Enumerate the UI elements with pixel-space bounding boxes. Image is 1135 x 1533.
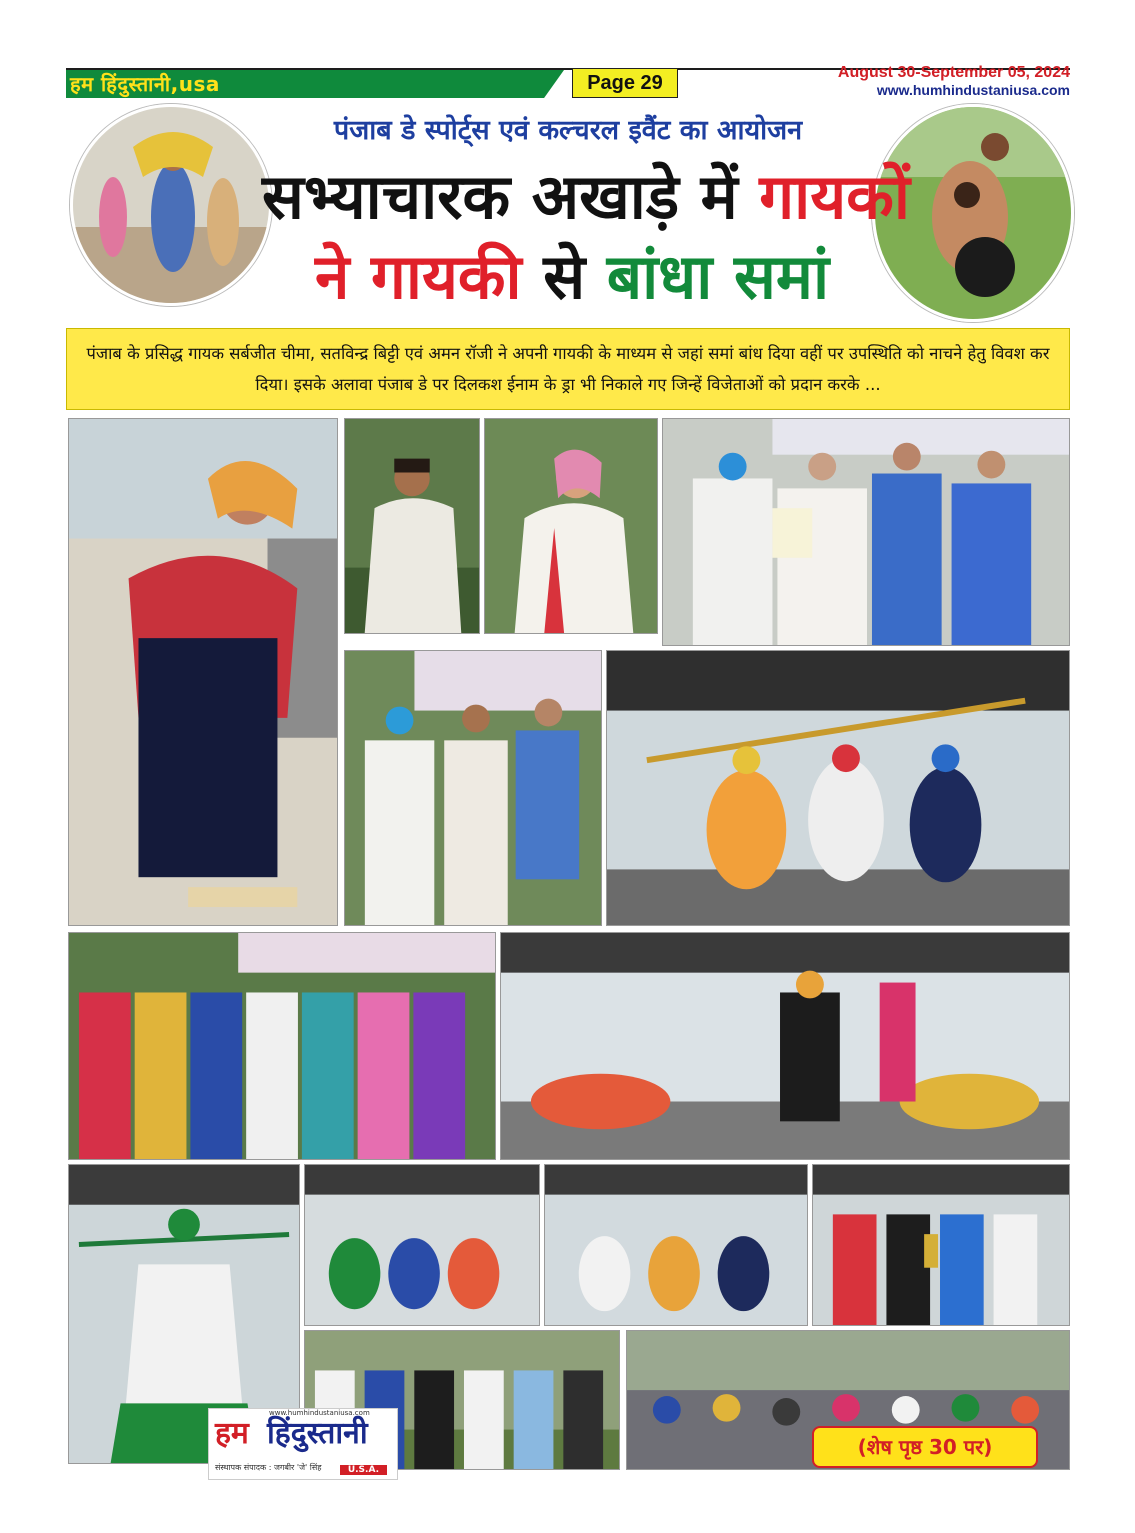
female-singer-photo [484, 418, 658, 634]
logo-website: www.humhindustaniusa.com [269, 1409, 370, 1417]
logo-usa-tag: U.S.A. [340, 1465, 387, 1475]
logo-word-hindustani: हिंदुस्तानी [267, 1416, 368, 1451]
headline-kicker: पंजाब डे स्पोर्ट्स एवं कल्चरल इवैंट का आयोजन [333, 115, 803, 146]
headline-line-2 [262, 238, 882, 316]
dancers-round-photo [70, 104, 272, 306]
headline-part: गायकी [371, 240, 522, 313]
intro-summary: पंजाब के प्रसिद्ध गायक सर्बजीत चीमा, सतविन्द्र बिट्टी एवं अमन रॉजी ने अपनी गायकी के माध्यम से जहां समां बांध दिया वहीं पर उपस्थिति को नाचने हेतु विवश कर दिया। इसके अलावा पंजाब डे पर दिलकश ईनाम के ड्रा भी निकाले गए जिन्हें विजेताओं को प्रदान करके ... [66, 328, 1070, 410]
issue-date: August 30-September 05, 2024 [837, 64, 1070, 81]
trophy-team-photo [812, 1164, 1070, 1326]
dance-troupe-photo [304, 1164, 540, 1326]
male-singer-photo [344, 418, 480, 634]
singer-turban-stage-photo [500, 932, 1070, 1160]
logo-editor-line: संस्थापक संपादक : जगबीर 'जे' सिंह [215, 1463, 322, 1472]
headline-part: से [543, 240, 586, 313]
award-ceremony-photo [662, 418, 1070, 646]
logo-word-hum: हम [215, 1416, 249, 1451]
page-number: Page 29 [572, 68, 678, 98]
headline-part: ने [314, 240, 350, 313]
bhangra-stage-photo [606, 650, 1070, 926]
website-link[interactable]: www.humhindustaniusa.com [876, 82, 1070, 98]
headline-part: सभ्याचारक अखाड़े में [262, 160, 738, 233]
dance-stage-photo [544, 1164, 808, 1326]
masthead-logo: हम हिंदुस्तानी,usa [70, 72, 220, 96]
girls-group-photo [68, 932, 496, 1160]
singer-woman-photo [68, 418, 338, 926]
headline-part: बांधा समां [606, 240, 829, 313]
newspaper-logo-badge [208, 1408, 398, 1480]
headline-line-1 [262, 158, 910, 236]
continued-on-page-label[interactable]: (शेष पृष्ठ 30 पर) [812, 1426, 1038, 1468]
headline-part: गायकों [759, 160, 910, 233]
trio-honour-photo [344, 650, 602, 926]
